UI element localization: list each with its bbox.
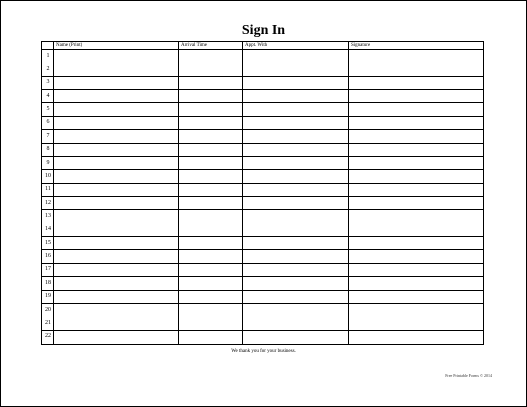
table-row <box>42 130 483 143</box>
row-number: 6 <box>46 119 50 126</box>
row-number: 12 <box>45 199 51 206</box>
row-number: 7 <box>46 132 50 139</box>
table-row <box>42 50 483 77</box>
row-number: 18 <box>45 279 51 286</box>
row-number: 21 <box>45 319 51 326</box>
table-row <box>42 264 483 277</box>
table-row <box>42 144 483 157</box>
row-number: 15 <box>45 239 51 246</box>
row-number: 1 <box>46 52 50 59</box>
column-header-name: Name (Print) <box>56 43 83 48</box>
row-number: 14 <box>45 226 51 233</box>
sign-in-table <box>41 41 484 345</box>
table-row <box>42 291 483 304</box>
column-divider <box>53 42 54 344</box>
table-row <box>42 77 483 90</box>
row-number: 13 <box>45 213 51 220</box>
row-number: 20 <box>45 306 51 313</box>
row-number: 4 <box>46 92 50 99</box>
table-row <box>42 304 483 331</box>
table-row <box>42 237 483 250</box>
table-row <box>42 90 483 103</box>
row-number: 22 <box>45 333 51 340</box>
row-number: 3 <box>46 79 50 86</box>
column-header-appt-with: Appt. With <box>245 43 268 48</box>
row-number: 17 <box>45 266 51 273</box>
table-row <box>42 277 483 290</box>
table-row <box>42 184 483 197</box>
column-header-signature: Signature <box>351 43 371 48</box>
footer-thanks: We thank you for your business. <box>231 349 296 354</box>
row-number: 11 <box>45 186 51 193</box>
page-title: Sign In <box>241 23 286 38</box>
row-number: 5 <box>46 106 50 113</box>
table-header-row <box>42 42 483 50</box>
table-row <box>42 210 483 237</box>
column-divider <box>242 42 243 344</box>
row-number: 19 <box>45 293 51 300</box>
table-row <box>42 331 483 344</box>
row-number: 9 <box>46 159 50 166</box>
row-number: 2 <box>46 66 50 73</box>
column-divider <box>348 42 349 344</box>
column-header-arrival-time: Arrival Time <box>181 43 207 48</box>
row-number: 10 <box>45 172 51 179</box>
table-row <box>42 197 483 210</box>
table-row <box>42 250 483 263</box>
row-number: 16 <box>45 253 51 260</box>
column-divider <box>178 42 179 344</box>
table-row <box>42 103 483 116</box>
footer-copyright: Free Printable Forms © 2014 <box>445 373 492 378</box>
table-row <box>42 157 483 170</box>
table-row <box>42 170 483 183</box>
row-number: 8 <box>46 146 50 153</box>
table-row <box>42 117 483 130</box>
